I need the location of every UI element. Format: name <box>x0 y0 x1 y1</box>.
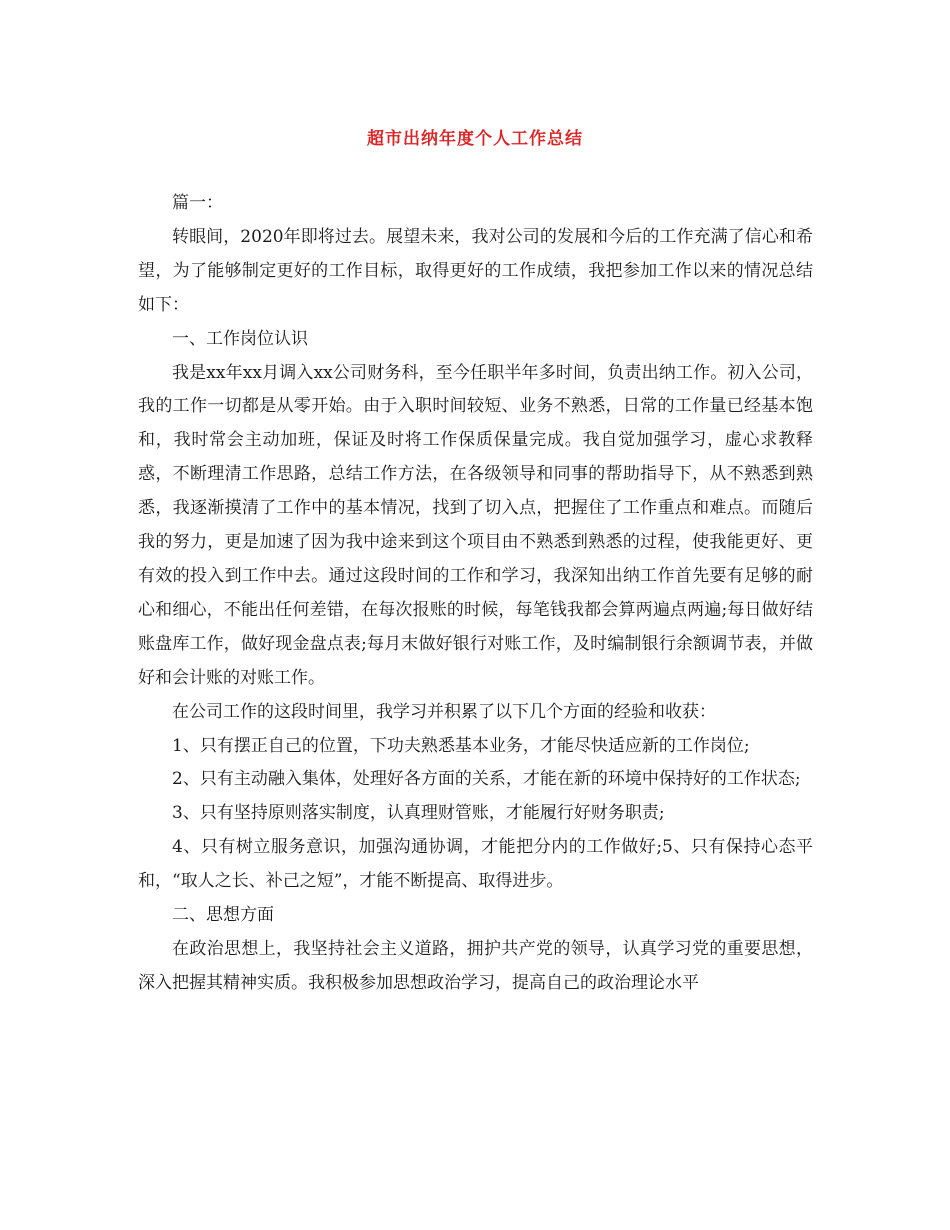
heading-ideology: 二、思想方面 <box>172 905 274 926</box>
paragraph-intro: 转眼间，2020年即将过去。展望未来，我对公司的发展和今后的工作充满了信心和希望，为了能够制定更好的工作目标，取得更好的工作成绩，我把参加工作以来的情况总结如下： <box>138 226 813 315</box>
heading-job-understanding: 一、工作岗位认识 <box>172 328 308 349</box>
list-item-2: 2、只有主动融入集体，处理好各方面的关系，才能在新的环境中保持好的工作状态; <box>172 769 801 790</box>
list-item-4-5: 4、只有树立服务意识，加强沟通协调，才能把分内的工作做好;5、只有保持心态平和，“取人之长、补己之短”，才能不断提高、取得进步。 <box>138 837 813 892</box>
document-title: 超市出纳年度个人工作总结 <box>367 129 583 149</box>
paragraph-experience-intro: 在公司工作的这段时间里，我学习并积累了以下几个方面的经验和收获： <box>172 701 716 722</box>
paragraph-job-details: 我是xx年xx月调入xx公司财务科，至今任职半年多时间，负责出纳工作。初入公司，我的工作一切都是从零开始。由于入职时间较短、业务不熟悉，日常的工作量已经基本饱和，我时常会主动加班，保证及时将工作保质保量完成。我自觉加强学习，虚心求教释惑，不断理清工作思路，总结工作方法，在各级领导和同事的帮助指导下，从不熟悉到熟悉，我逐渐摸清了工作中的基本情况，找到了切入点，把握住了工作重点和难点。而随后我的努力，更是加速了因为我中途来到这个项目由不熟悉到熟悉的过程，使我能更好、更有效的投入到工作中去。通过这段时间的工作和学习，我深知出纳工作首先要有足够的耐心和细心，不能出任何差错，在每次报账的时候，每笔钱我都会算两遍点两遍;每日做好结账盘库工作，做好现金盘点表;每月末做好银行对账工作，及时编制银行余额调节表，并做好和会计账的对账工作。 <box>138 362 813 688</box>
document-body <box>138 187 813 1001</box>
list-item-1: 1、只有摆正自己的位置，下功夫熟悉基本业务，才能尽快适应新的工作岗位; <box>172 735 750 756</box>
list-item-3: 3、只有坚持原则落实制度，认真理财管账，才能履行好财务职责; <box>172 803 665 824</box>
paragraph-section-label: 篇一： <box>172 193 223 213</box>
paragraph-ideology: 在政治思想上，我坚持社会主义道路，拥护共产党的领导，认真学习党的重要思想，深入把握其精神实质。我积极参加思想政治学习，提高自己的政治理论水平 <box>138 938 813 993</box>
